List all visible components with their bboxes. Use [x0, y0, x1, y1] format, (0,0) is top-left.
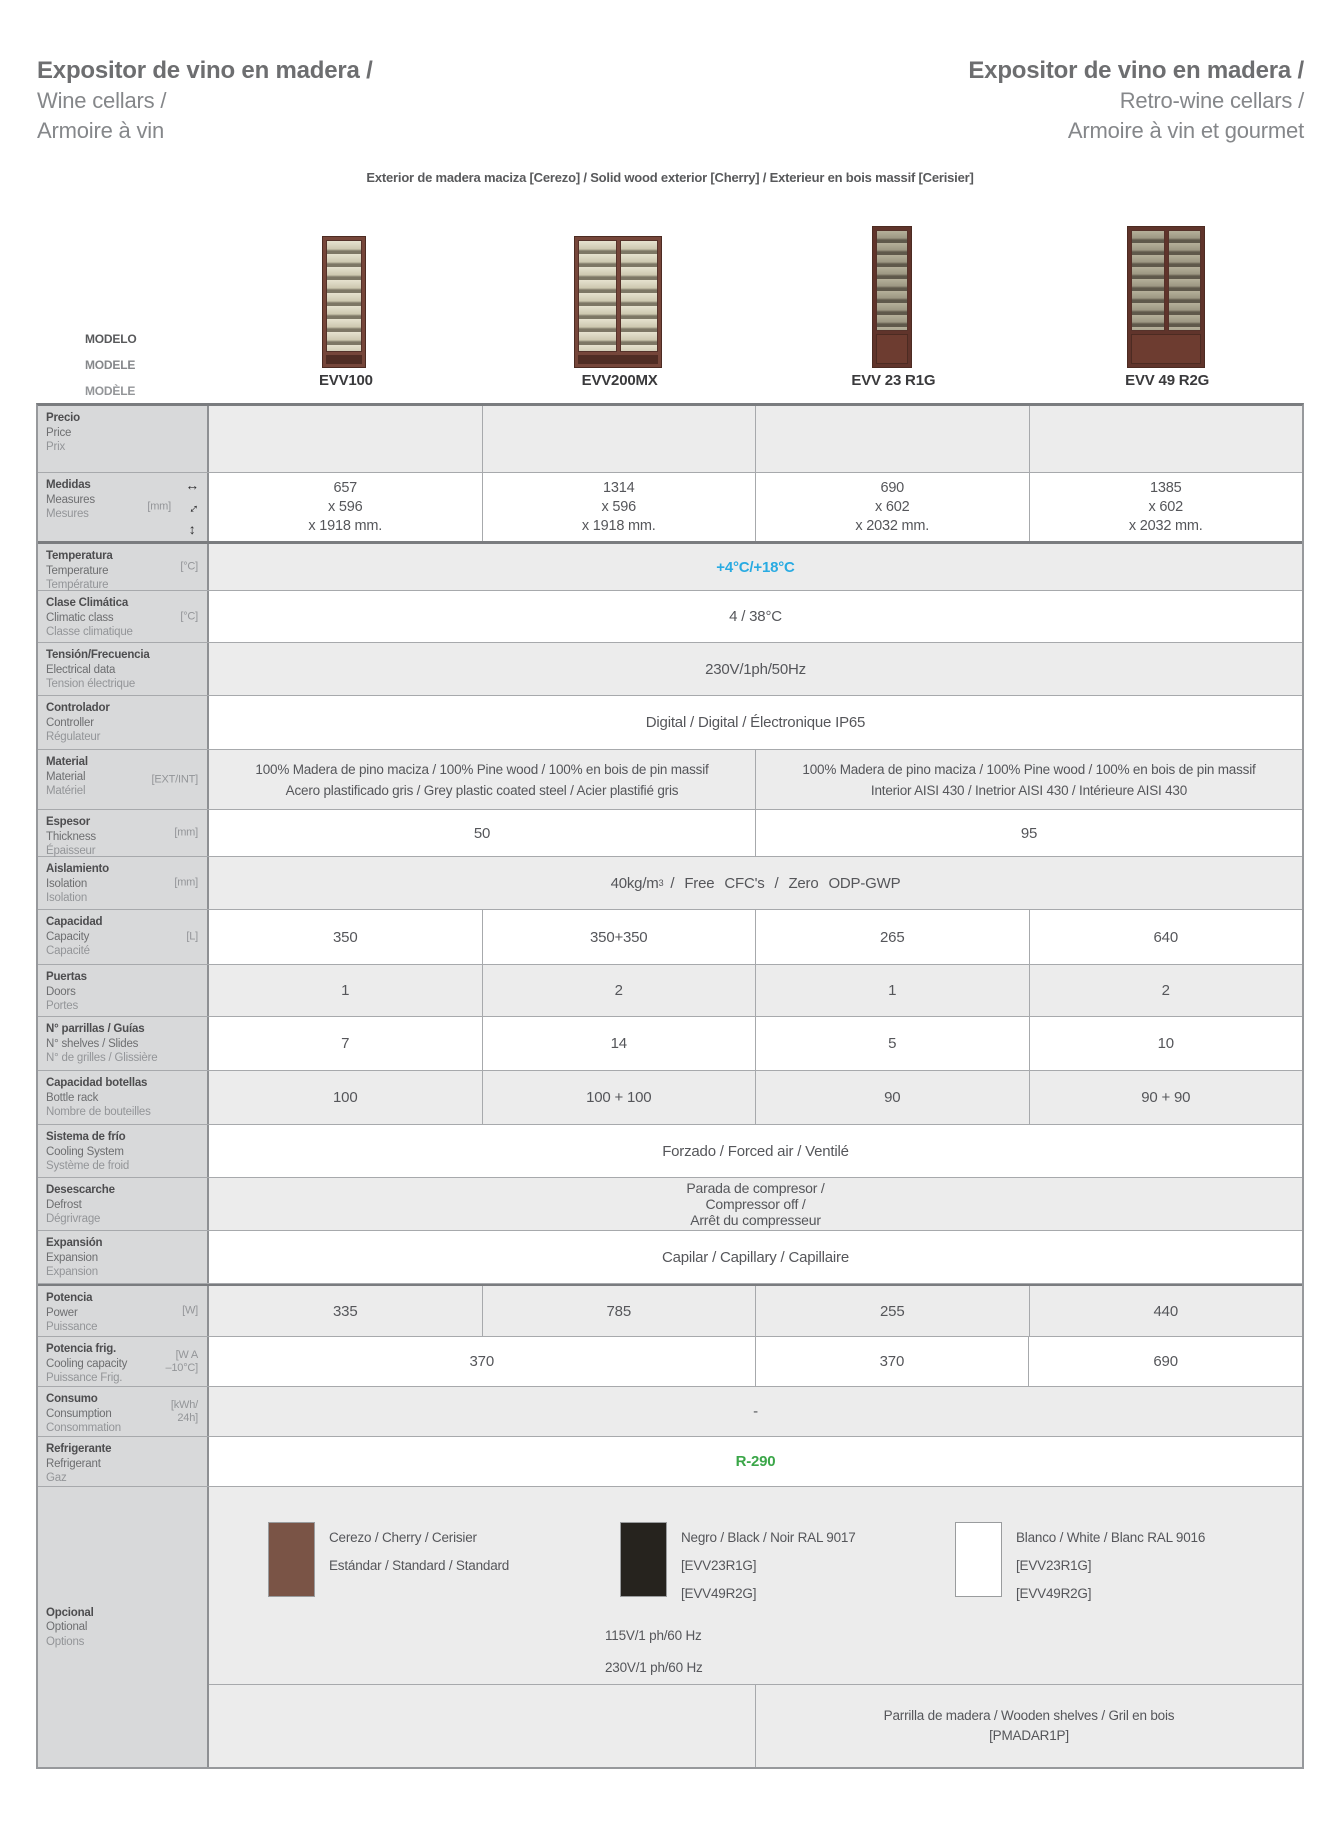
row-label-temperature: Temperatura Temperature Température [°C]: [38, 544, 209, 590]
height-arrow-icon: ↕: [188, 521, 196, 537]
value-electrical: 230V/1ph/50Hz: [705, 660, 806, 678]
page-title: Expositor de vino en madera /: [37, 57, 373, 84]
value-capacity-evv200mx: 350+350: [482, 910, 756, 964]
spec-row-defrost: [38, 1178, 1302, 1231]
row-label-climatic-class: Clase Climática Climatic class Classe climatique [°C]: [38, 591, 209, 642]
row-label-material: Material Material Matériel [EXT/INT]: [38, 750, 209, 809]
spec-row-consumption: [38, 1387, 1302, 1437]
row-label-thickness: Espesor Thickness Épaisseur [mm]: [38, 810, 209, 856]
row-label-options: Opcional Optional Options: [38, 1487, 209, 1767]
option-black: Negro / Black / Noir RAL 9017 [EVV23R1G] [EVV49R2G]: [620, 1522, 856, 1608]
spec-row-material: [38, 750, 1302, 810]
row-label-cooling-capacity: Potencia frig. Cooling capacity Puissance Frig. [W A –10°C]: [38, 1337, 209, 1386]
model-names-row: [209, 372, 1304, 389]
value-bottle-rack-evv49r2g: 90 + 90: [1029, 1071, 1303, 1124]
value-bottle-rack-evv200mx: 100 + 100: [482, 1071, 756, 1124]
value-material-right: 100% Madera de pino maciza / 100% Pine wood / 100% en bois de pin massif Interior AISI 430 / Inetrior AISI 430 / Intérieure AISI 430: [755, 750, 1302, 809]
spec-row-power: [38, 1284, 1302, 1337]
model-name-evv200mx: EVV200MX: [581, 372, 658, 389]
value-capacity-evv23r1g: 265: [755, 910, 1029, 964]
value-defrost: Parada de compresor / Compressor off / Arrêt du compresseur: [686, 1180, 825, 1228]
model-name-evv100: EVV100: [318, 372, 373, 389]
spec-row-dimensions: [38, 473, 1302, 544]
value-controller: Digital / Digital / Électronique IP65: [645, 714, 866, 731]
option-voltage-230: 230V/1 ph/60 Hz: [605, 1660, 703, 1675]
value-material-left: 100% Madera de pino maciza / 100% Pine wood / 100% en bois de pin massif Acero plastificado gris / Grey plastic coated steel / Acier plastifié gris: [255, 761, 709, 798]
value-climatic-class: 4 / 38°C: [729, 608, 782, 625]
row-label-refrigerant: Refrigerante Refrigerant Gaz: [38, 1437, 209, 1486]
spec-row-temperature: [38, 544, 1302, 591]
model-legend: MODELO MODELE MODÈLE: [85, 332, 137, 398]
white-swatch: [955, 1522, 1002, 1597]
page-subtitle-right-fr: Armoire à vin et gourmet: [1067, 118, 1304, 143]
value-refrigerant: R-290: [735, 1453, 776, 1470]
row-label-capacity: Capacidad Capacity Capacité [L]: [38, 910, 209, 964]
options-sub-row: [209, 1684, 1302, 1767]
value-bottle-rack-evv23r1g: 90: [755, 1071, 1029, 1124]
value-dimensions-evv100: 657 x 596 x 1918 mm.: [308, 479, 383, 534]
spec-row-price: [38, 406, 1302, 473]
value-power-evv49r2g: 440: [1029, 1286, 1303, 1336]
spec-row-options: [38, 1487, 1302, 1767]
page-title-right: Expositor de vino en madera /: [968, 57, 1304, 84]
value-price-4: [1029, 406, 1303, 472]
spec-row-refrigerant: [38, 1437, 1302, 1487]
value-power-evv100: 335: [333, 1302, 358, 1320]
value-temperature: +4°C/+18°C: [716, 558, 795, 576]
width-arrow-icon: ↔: [185, 477, 199, 493]
option-wooden-shelves: Parrilla de madera / Wooden shelves / Gril en bois [PMADAR1P]: [755, 1685, 1302, 1767]
row-label-defrost: Desescarche Defrost Dégrivrage: [38, 1178, 209, 1230]
spec-table: [36, 403, 1304, 1769]
value-cooling-system: Forzado / Forced air / Ventilé: [662, 1142, 849, 1160]
row-label-doors: Puertas Doors Portes: [38, 965, 209, 1016]
row-label-shelves: N° parrillas / Guías N° shelves / Slides N° de grilles / Glissière: [38, 1017, 209, 1070]
exterior-note: Exterior de madera maciza [Cerezo] / Solid wood exterior [Cherry] / Exterieur en bois massif [Cerisier]: [366, 170, 974, 185]
value-cooling-capacity-evv23r1g: 370: [755, 1337, 1029, 1386]
value-thickness-left: 50: [473, 824, 491, 842]
value-cooling-capacity-evv49r2g: 690: [1028, 1337, 1302, 1386]
value-shelves-evv100: 7: [341, 1035, 350, 1052]
cherry-swatch: [268, 1522, 315, 1597]
row-label-price: Precio Price Prix: [38, 406, 209, 472]
product-image-evv23r1g: [872, 226, 912, 368]
model-name-evv49r2g: EVV 49 R2G: [1125, 372, 1210, 389]
row-label-dimensions: Medidas Measures Mesures [mm] ↔ ↔ ↕: [38, 473, 209, 541]
spec-row-thickness: [38, 810, 1302, 857]
spec-row-bottle-rack: [38, 1071, 1302, 1125]
value-insulation: 40kg/m 3 / Free CFC's / Zero ODP-GWP: [610, 874, 901, 892]
value-shelves-evv23r1g: 5: [755, 1017, 1029, 1070]
depth-arrow-icon: ↔: [181, 496, 203, 518]
value-dimensions-evv200mx: 1314 x 596 x 1918 mm.: [482, 473, 756, 541]
row-label-electrical: Tensión/Frecuencia Electrical data Tension électrique: [38, 643, 209, 695]
value-doors-evv100: 1: [341, 982, 350, 999]
options-sub-left: [209, 1685, 755, 1767]
row-label-power: Potencia Power Puissance [W]: [38, 1286, 209, 1336]
value-doors-evv23r1g: 1: [755, 965, 1029, 1016]
black-swatch: [620, 1522, 667, 1597]
value-consumption: -: [753, 1403, 758, 1420]
spec-row-shelves: [38, 1017, 1302, 1071]
value-doors-evv49r2g: 2: [1029, 965, 1303, 1016]
page-subtitle-en: Wine cellars /: [37, 88, 167, 113]
value-price-1: [209, 406, 482, 472]
value-capacity-evv100: 350: [333, 928, 358, 946]
row-label-cooling-system: Sistema de frío Cooling System Système de froid: [38, 1125, 209, 1177]
spec-row-insulation: [38, 857, 1302, 910]
spec-row-doors: [38, 965, 1302, 1017]
spec-row-cooling-capacity: [38, 1337, 1302, 1387]
option-voltage-115: 115V/1 ph/60 Hz: [605, 1628, 702, 1643]
spec-row-expansion: [38, 1231, 1302, 1284]
spec-row-climatic-class: [38, 591, 1302, 643]
spec-row-cooling-system: [38, 1125, 1302, 1178]
value-dimensions-evv49r2g: 1385 x 602 x 2032 mm.: [1029, 473, 1303, 541]
product-image-evv200mx: [574, 236, 662, 368]
row-label-insulation: Aislamiento Isolation Isolation [mm]: [38, 857, 209, 909]
value-power-evv200mx: 785: [482, 1286, 756, 1336]
value-thickness-right: 95: [755, 810, 1302, 856]
value-shelves-evv49r2g: 10: [1029, 1017, 1303, 1070]
page-subtitle-fr: Armoire à vin: [37, 118, 164, 143]
option-white: Blanco / White / Blanc RAL 9016 [EVV23R1G] [EVV49R2G]: [955, 1522, 1205, 1608]
header-left: [37, 55, 373, 146]
page-subtitle-right-en: Retro-wine cellars /: [1119, 88, 1304, 113]
value-doors-evv200mx: 2: [482, 965, 756, 1016]
header-right: [968, 55, 1304, 146]
spec-row-capacity: [38, 910, 1302, 965]
spec-row-controller: [38, 696, 1302, 750]
row-label-controller: Controlador Controller Régulateur: [38, 696, 209, 749]
row-label-bottle-rack: Capacidad botellas Bottle rack Nombre de bouteilles: [38, 1071, 209, 1124]
row-label-expansion: Expansión Expansion Expansion: [38, 1231, 209, 1283]
row-label-consumption: Consumo Consumption Consommation [kWh/ 24h]: [38, 1387, 209, 1436]
value-dimensions-evv23r1g: 690 x 602 x 2032 mm.: [755, 473, 1029, 541]
product-image-evv100: [322, 236, 366, 368]
spec-row-electrical: [38, 643, 1302, 696]
product-image-evv49r2g: [1127, 226, 1205, 368]
options-main-area: [209, 1487, 1302, 1684]
value-capacity-evv49r2g: 640: [1029, 910, 1303, 964]
value-price-2: [482, 406, 756, 472]
value-expansion: Capilar / Capillary / Capillaire: [661, 1248, 849, 1266]
model-name-evv23r1g: EVV 23 R1G: [851, 372, 936, 389]
value-price-3: [755, 406, 1029, 472]
value-power-evv23r1g: 255: [755, 1286, 1029, 1336]
option-cherry: Cerezo / Cherry / Cerisier Estándar / Standard / Standard: [268, 1522, 509, 1597]
value-bottle-rack-evv100: 100: [333, 1089, 358, 1106]
value-cooling-capacity-left: 370: [469, 1353, 494, 1370]
value-shelves-evv200mx: 14: [482, 1017, 756, 1070]
